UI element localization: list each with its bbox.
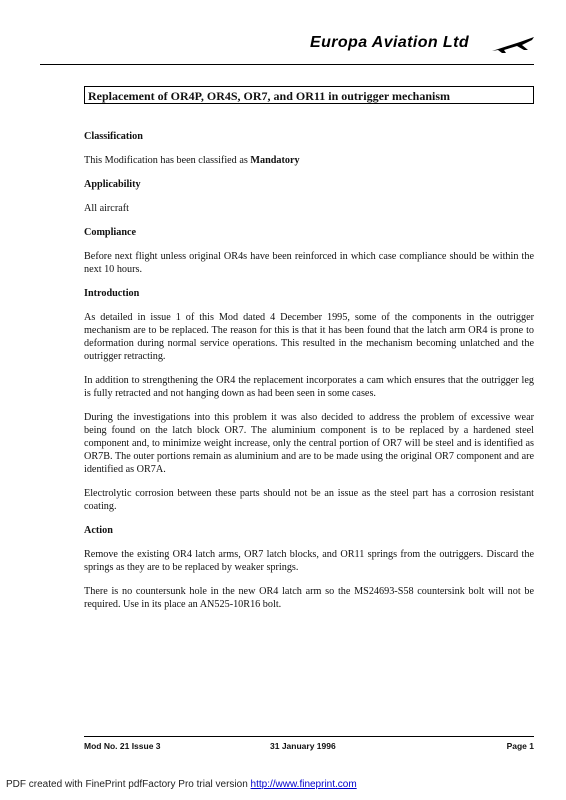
airplane-icon (490, 36, 536, 54)
heading-applicability: Applicability (84, 179, 141, 190)
action-paragraph-2: There is no countersunk hole in the new OR4 latch arm so the MS24693-S58 countersink bolt will not be required. Use in its place an AN525-10R16 bolt. (84, 586, 534, 610)
classification-value: Mandatory (250, 155, 300, 166)
footer-page-number: Page 1 (506, 741, 534, 751)
company-logo (310, 34, 536, 60)
footer-mod-number: Mod No. 21 Issue 3 (84, 741, 161, 751)
heading-classification: Classification (84, 131, 143, 142)
compliance-text: Before next flight unless original OR4s have been reinforced in which case compliance should be within the next 10 hours. (84, 251, 534, 275)
heading-introduction: Introduction (84, 288, 140, 299)
header-rule (40, 64, 534, 65)
heading-action: Action (84, 525, 113, 536)
intro-paragraph-4: Electrolytic corrosion between these parts should not be an issue as the steel part has a corrosion resistant coating. (84, 488, 534, 512)
pdf-note-text: PDF created with FinePrint pdfFactory Pro trial version (6, 779, 251, 790)
intro-paragraph-2: In addition to strengthening the OR4 the replacement incorporates a cam which ensures that the outrigger leg is fully retracted and not hanging down as had been seen in some cases. (84, 375, 534, 399)
document-body (84, 130, 534, 622)
pdf-creator-note (6, 779, 357, 790)
classification-text-prefix: This Modification has been classified as (84, 155, 251, 166)
footer-rule (84, 736, 534, 737)
action-paragraph-1: Remove the existing OR4 latch arms, OR7 latch blocks, and OR11 springs from the outriggers. Discard the springs as they are to be replaced by weaker springs. (84, 549, 534, 573)
classification-text (84, 154, 534, 167)
footer-date: 31 January 1996 (270, 741, 336, 751)
intro-paragraph-1: As detailed in issue 1 of this Mod dated 4 December 1995, some of the components in the outrigger mechanism are to be replaced. The reason for this is that it has been found that the latch arm OR4 is prone to deformation during normal service operations. This resulted in the mechanism becoming unlatched and the outrigger retracting. (84, 312, 534, 362)
applicability-text: All aircraft (84, 203, 129, 214)
page-footer (84, 741, 534, 753)
heading-compliance: Compliance (84, 227, 137, 238)
logo-text: Europa Aviation Ltd (310, 34, 470, 51)
document-title: Replacement of OR4P, OR4S, OR7, and OR11 in outrigger mechanism (84, 86, 534, 104)
fineprint-link[interactable]: http://www.fineprint.com (250, 779, 357, 790)
intro-paragraph-3: During the investigations into this problem it was also decided to address the problem of excessive wear being found on the latch block OR7. The aluminium component is to be replaced by a hardened steel component and, to minimize weight increase, only the central portion of OR7 will be steel and is identified as OR7B. The outer portions remain as aluminium and are to be made using the original OR7 component and are identified as OR7A. (84, 412, 534, 475)
